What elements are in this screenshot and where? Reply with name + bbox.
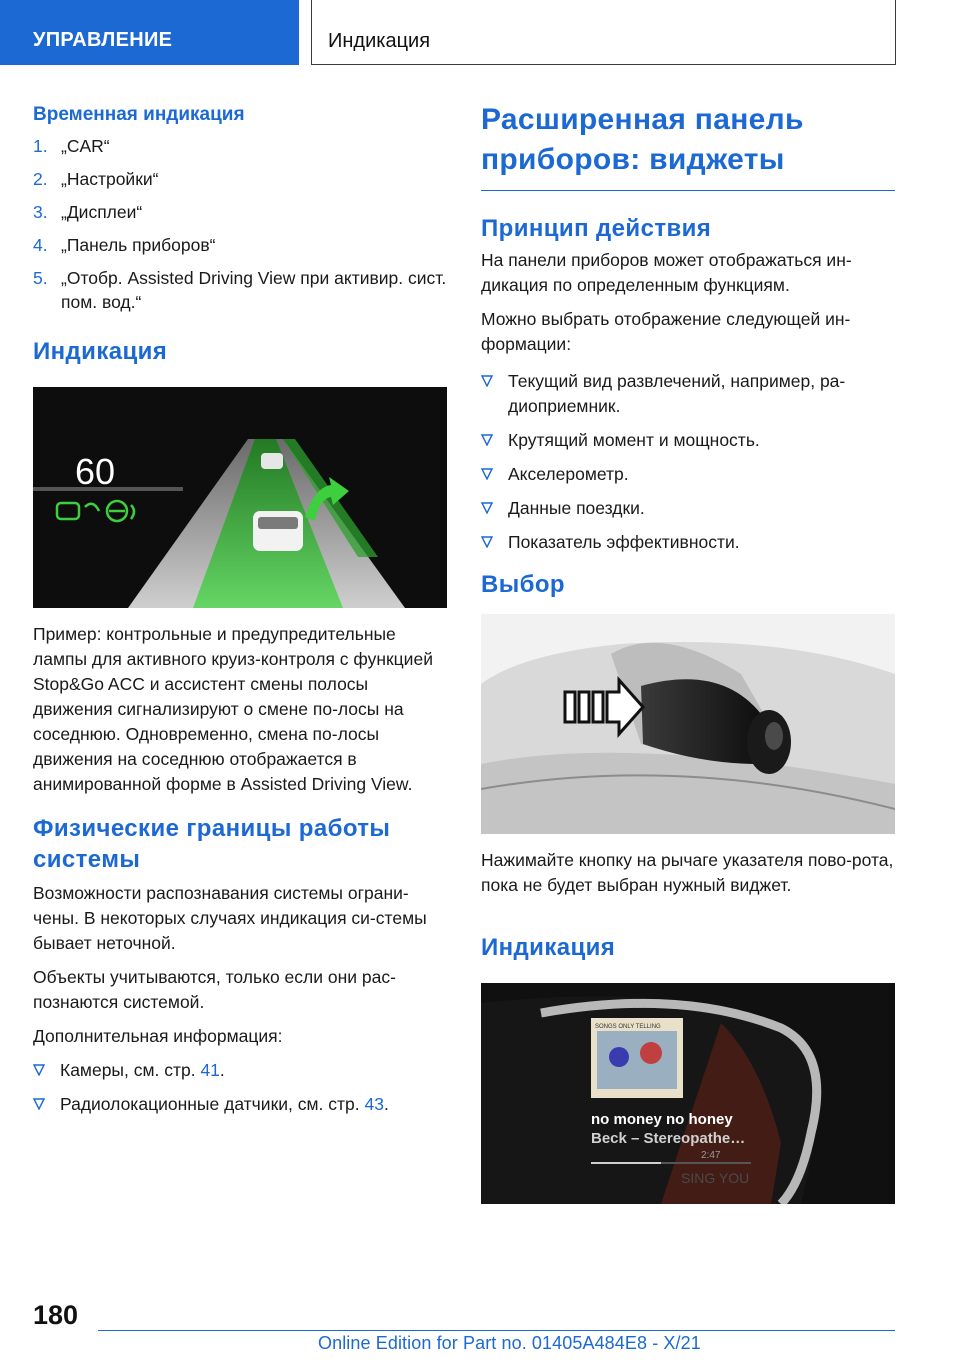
triangle-bullet-icon [481, 462, 508, 487]
list-item: 2. „Настройки“ [33, 169, 159, 189]
list-item: 4. „Панель приборов“ [33, 235, 216, 255]
display-heading: Индикация [33, 338, 168, 365]
select-heading: Выбор [481, 571, 565, 598]
list-item: Акселерометр. [481, 462, 895, 487]
list-item: Радиолокационные датчики, см. стр. 43. [33, 1092, 447, 1117]
driving-assist-caption: Пример: контрольные и предупредительные лампы для активного круиз-контроля с функцией Stop&Go ACC и ассистент смены полосы движения сигнализируют о смене по-лосы на соседнюю. Одновременно, смена по-лосы движения на соседнюю отображается в анимированной форме в Assisted Driving View. [33, 624, 433, 794]
display-heading: Индикация [481, 934, 616, 961]
widget-list [481, 369, 895, 555]
more-info-label: Дополнительная информация: [33, 1026, 283, 1046]
list-item: Крутящий момент и мощность. [481, 428, 895, 453]
section-tab [0, 0, 299, 65]
widgets-heading: Расширенная панель приборов: виджеты [481, 103, 804, 176]
principle-paragraph: На панели приборов может отображаться ин-дикация по определенным функциям. [481, 250, 852, 295]
triangle-bullet-icon [481, 428, 508, 453]
triangle-bullet-icon [33, 1092, 60, 1117]
temp-display-title: Временная индикация [33, 104, 245, 125]
page-link[interactable]: 41 [200, 1060, 220, 1080]
reference-list [33, 1058, 447, 1117]
triangle-bullet-icon [481, 496, 508, 521]
track-artist: Beck – Stereopathe… [591, 1130, 746, 1147]
select-caption: Нажимайте кнопку на рычаге указателя пово-рота, пока не будет выбран нужный виджет. [481, 850, 894, 895]
list-item: Показатель эффективности. [481, 530, 895, 555]
limits-paragraph: Объекты учитываются, только если они рас-познаются системой. [33, 967, 396, 1012]
triangle-bullet-icon [481, 369, 508, 419]
chapter-title-box [311, 0, 896, 65]
chapter-title: Индикация [328, 30, 431, 52]
speed-readout: 60 [75, 451, 116, 492]
temp-display-list [33, 134, 447, 314]
limits-heading: Физические границы работы системы [33, 815, 391, 873]
media-widget-display-image [481, 983, 895, 1204]
section-label: УПРАВЛЕНИЕ [33, 29, 173, 51]
limits-paragraph: Возможности распознавания системы ограни-чены. В некоторых случаях индикация си-стемы бывает неточной. [33, 883, 427, 953]
track-time: 2:47 [701, 1150, 721, 1161]
list-item: 3. „Дисплеи“ [33, 202, 143, 222]
page-link[interactable]: 43 [364, 1094, 384, 1114]
principle-paragraph: Можно выбрать отображение следующей ин-формации: [481, 309, 851, 354]
list-item: 1. „CAR“ [33, 136, 110, 156]
footer-divider [98, 1330, 895, 1331]
edition-note: Online Edition for Part no. 01405A484E8 - X/21 [318, 1333, 701, 1353]
principle-heading: Принцип действия [481, 215, 712, 242]
left-column [33, 100, 447, 1126]
playback-progress [591, 1162, 661, 1164]
heading-divider [481, 190, 895, 191]
turn-signal-lever-image [481, 614, 895, 834]
driving-assist-display-image [33, 387, 447, 608]
list-item: Текущий вид развлечений, например, ра-диоприемник. [481, 369, 895, 419]
list-item: Данные поездки. [481, 496, 895, 521]
album-title: SONGS ONLY TELLING [595, 1024, 661, 1030]
page-number: 180 [33, 1300, 79, 1330]
triangle-bullet-icon [481, 530, 508, 555]
track-title: no money no honey [591, 1111, 733, 1128]
triangle-bullet-icon [33, 1058, 60, 1083]
list-item: 5. „Отобр. Assisted Driving View при активир. сист. пом. вод.“ [33, 268, 447, 312]
background-text: SING YOU [681, 1170, 750, 1186]
list-item: Камеры, см. стр. 41. [33, 1058, 447, 1083]
right-column [481, 100, 895, 1204]
